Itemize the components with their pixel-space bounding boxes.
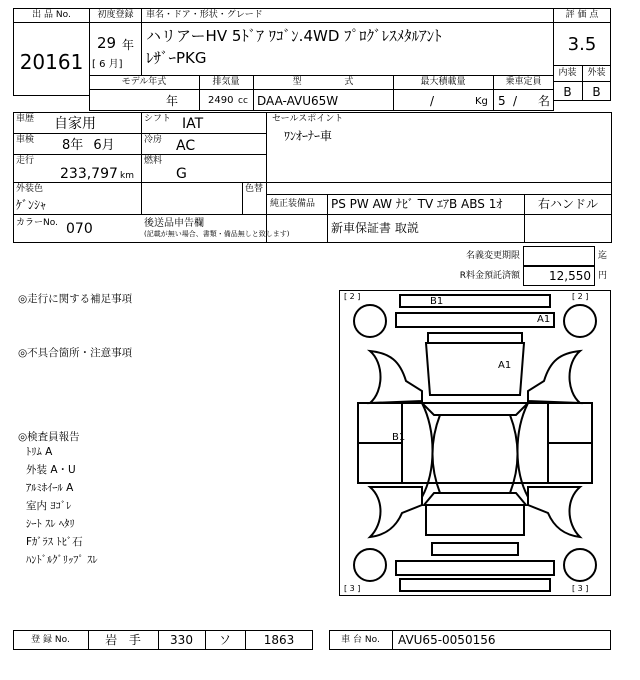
rating-label: 評 価 点 [565, 10, 599, 20]
front-grille [396, 313, 554, 327]
equipment-label: 純正装備品 [270, 199, 316, 209]
registration-area: 岩 手 [105, 633, 141, 647]
front-fender-right [528, 351, 580, 403]
load-label: 最大積載量 [420, 77, 466, 87]
damage-mark: B1 [392, 432, 406, 443]
wheel-front-right [564, 305, 596, 337]
diagram-top-left-label: [ 2 ] [344, 292, 361, 301]
car-outline-svg [340, 291, 610, 595]
ac-value: AC [176, 138, 196, 154]
inspector-line: ﾄﾘﾑ A [26, 446, 53, 458]
rear-window [424, 493, 526, 505]
diagram-bottom-left-label: [ 3 ] [344, 584, 361, 593]
type-value: DAA-AVU65W [257, 94, 339, 108]
exterior-grade: B [592, 85, 601, 99]
car-diagram [339, 290, 611, 596]
fuel-value: G [176, 166, 187, 182]
rear-bumper [400, 579, 550, 591]
registration-number: 1863 [263, 633, 295, 647]
diagram-bottom-right-label: [ 3 ] [572, 584, 589, 593]
registration-class: 330 [170, 633, 193, 647]
fuel-label: 燃料 [144, 156, 163, 166]
mileage-label: 走行 [16, 156, 35, 166]
damage-mark: B1 [430, 296, 444, 307]
equipment-value: PS PW AW ﾅﾋﾞ TV ｴｱB ABS 1ｵ [331, 197, 503, 211]
front-fender-left [370, 351, 422, 403]
model-year-label: モデル年式 [121, 77, 167, 87]
inspector-line: 外装 A・U [26, 464, 76, 476]
displacement-label: 排気量 [212, 77, 240, 87]
inspector-report-title: ◎検査員報告 [18, 431, 80, 443]
capacity-slash: / [513, 94, 518, 108]
first-reg-month: [ 6 月] [92, 59, 123, 70]
inspection-label: 車検 [16, 135, 35, 145]
interior-grade: B [563, 85, 572, 99]
post-shipment-note: (記載が無い場合、書類・備品無しと致します) [144, 230, 290, 238]
defects-notes-title: ◎不具合箇所・注意事項 [18, 347, 133, 359]
hood-front [428, 333, 522, 343]
rear-fender-left [370, 487, 422, 537]
color-value: ｹﾞﾝｼｬ [16, 198, 47, 212]
rear-valance [396, 561, 554, 575]
car-name-label: 車名・ドア・形状・グレード [146, 10, 263, 20]
ac-label: 冷房 [144, 135, 163, 145]
windshield [422, 403, 528, 415]
displacement-unit: cc [238, 96, 248, 106]
steering-value: 右ハンドル [537, 197, 598, 211]
damage-mark: A1 [498, 360, 512, 371]
recycle-label: R料金預託済額 [459, 271, 520, 281]
diagram-top-right-label: [ 2 ] [572, 292, 589, 301]
color-label: 外装色 [16, 184, 44, 194]
capacity-label: 乗車定員 [505, 77, 542, 87]
capacity-value: 5 [498, 94, 506, 108]
lot-number: 20161 [19, 50, 84, 74]
registration-label: 登 録 No. [31, 635, 70, 645]
lot-label: 出 品 No. [32, 10, 71, 20]
repaint-label: 色替 [245, 184, 264, 194]
first-reg-year-unit: 年 [122, 38, 135, 52]
shift-label: シフト [144, 114, 172, 124]
recycle-value: 12,550 [549, 269, 591, 283]
name-change-unit: 迄 [598, 251, 608, 261]
load-unit: Kg [475, 96, 488, 107]
interior-label: 内装 [558, 68, 577, 78]
mileage-unit: km [120, 171, 134, 181]
type-label: 型 式 [292, 77, 354, 87]
chassis-label: 車 台 No. [341, 635, 380, 645]
history-label: 車歴 [16, 114, 35, 124]
car-name-line1: ハリアーHV 5ﾄﾞｱ ﾜｺﾞﾝ.4WD ﾌﾟﾛｸﾞﾚｽﾒﾀﾙｱﾝﾄ [146, 27, 442, 45]
sales-point-value: ﾜﾝｵｰﾅｰ車 [284, 129, 333, 143]
chassis-number: AVU65-0050156 [398, 633, 496, 647]
rating-value: 3.5 [567, 34, 597, 55]
roof [433, 415, 518, 493]
wheel-front-left [354, 305, 386, 337]
shift-value: IAT [182, 116, 204, 132]
load-slash: / [430, 94, 435, 108]
tailgate [426, 505, 524, 535]
color-no-value: 070 [66, 221, 93, 237]
driving-notes-title: ◎走行に関する補足事項 [18, 293, 133, 305]
wheel-rear-right [564, 549, 596, 581]
color-no-label: カラーNo. [16, 218, 58, 228]
capacity-unit: 名 [538, 94, 551, 108]
name-change-box [523, 246, 595, 266]
rear-panel [432, 543, 518, 555]
history-value: 自家用 [54, 116, 96, 132]
inspector-line: ﾊﾝﾄﾞﾙｸﾞﾘｯﾌﾟ ｽﾚ [26, 554, 98, 566]
first-reg-label: 初度登録 [97, 10, 134, 20]
first-reg-year: 29 [97, 34, 117, 52]
displacement-value: 2490 [208, 95, 234, 106]
post-shipment-label: 後送品申告欄 [144, 218, 204, 229]
wheel-rear-left [354, 549, 386, 581]
recycle-unit: 円 [598, 271, 608, 281]
damage-mark: A1 [537, 314, 551, 325]
rear-fender-right [528, 487, 580, 537]
exterior-label: 外装 [587, 68, 606, 78]
inspection-value: 8年 6月 [62, 138, 115, 153]
registration-kana: ソ [218, 633, 231, 647]
front-bumper [400, 295, 550, 307]
mileage-value: 233,797 [60, 166, 118, 182]
inspector-line: 室内 ﾖｺﾞﾚ [26, 500, 72, 512]
inspector-line: ｱﾙﾐﾎｲｰﾙ A [26, 482, 74, 494]
car-name-line2: ﾚｻﾞｰPKG [146, 49, 207, 67]
sales-point-label: セールスポイント [272, 114, 344, 124]
inspector-line: Fｶﾞﾗｽ ﾄﾋﾞ石 [26, 536, 83, 548]
name-change-label: 名義変更期限 [465, 251, 520, 261]
inspector-line: ｼｰﾄ ｽﾚ ﾍﾀﾘ [26, 518, 75, 530]
model-year-unit: 年 [166, 94, 179, 108]
warranty-value: 新車保証書 取説 [331, 221, 419, 235]
